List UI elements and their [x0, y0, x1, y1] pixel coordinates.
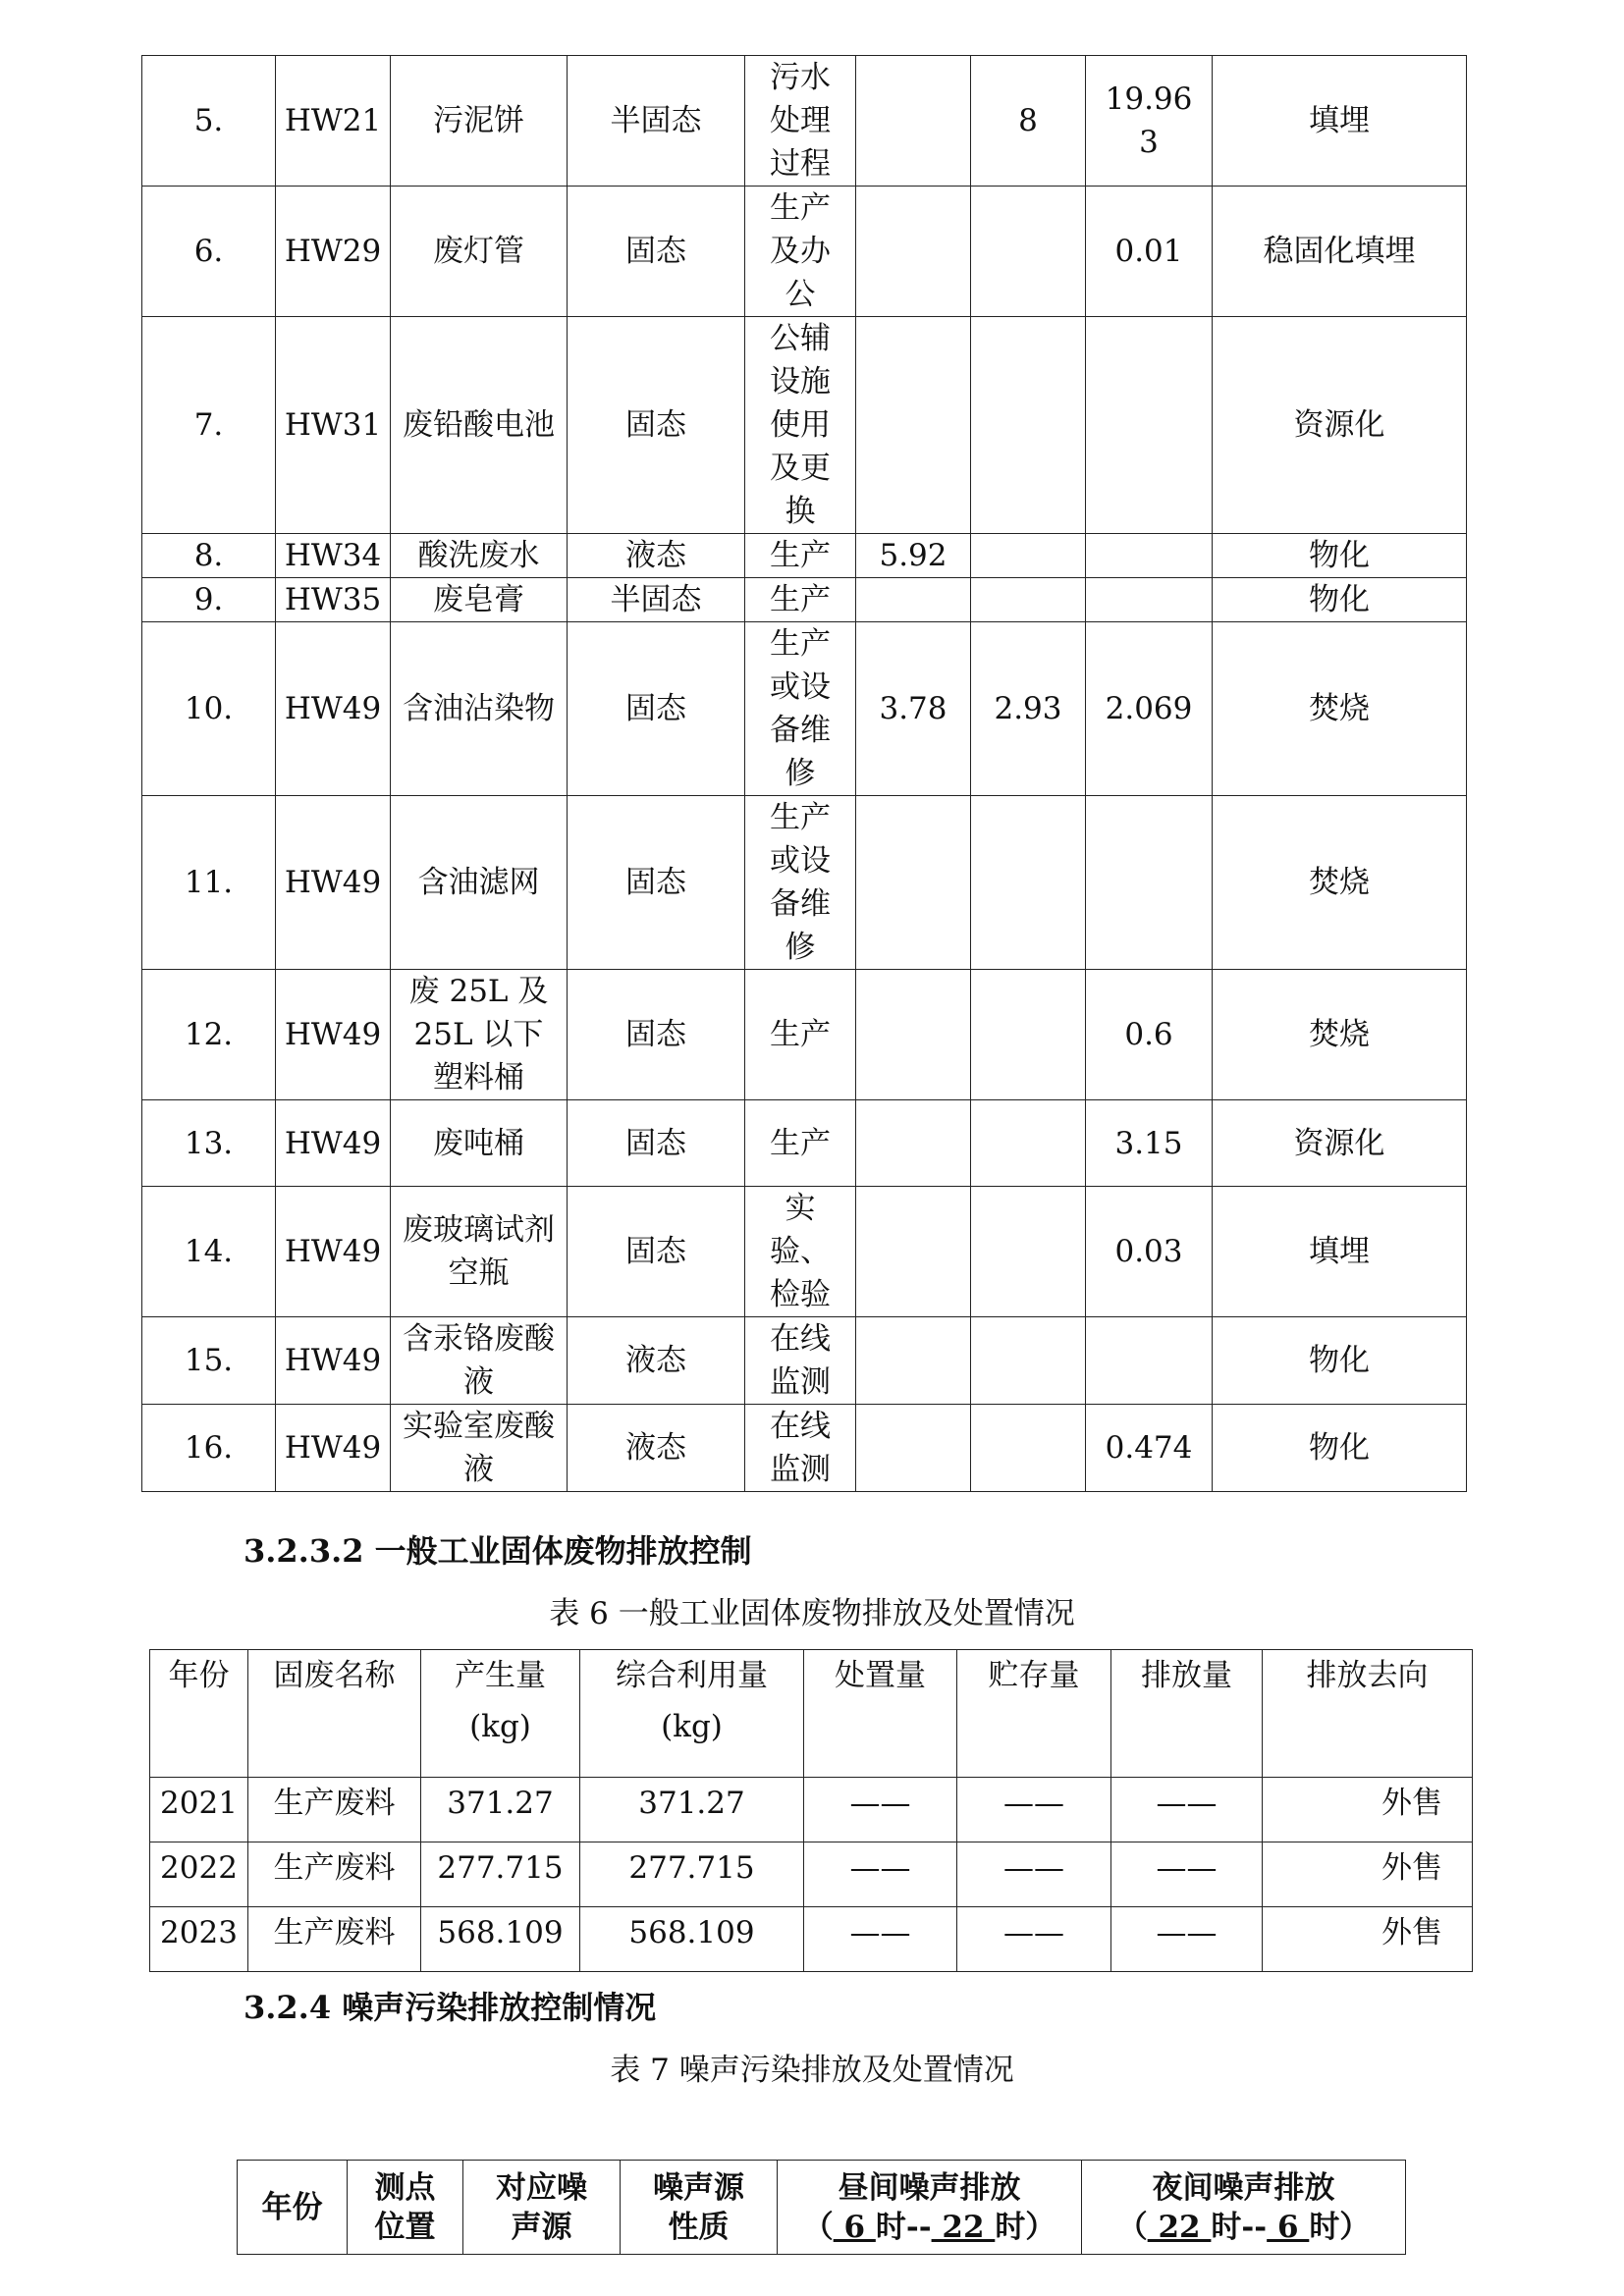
quantity-2: 2.93	[971, 622, 1086, 796]
waste-form: 固态	[568, 1100, 745, 1187]
day-start-hour: 6	[833, 2209, 876, 2245]
waste-name: 废 25L 及 25L 以下塑料桶	[391, 970, 568, 1100]
quantity-3	[1086, 1317, 1213, 1405]
quantity-3: 2.069	[1086, 622, 1213, 796]
noise-header-nature: 噪声源性质	[621, 2161, 778, 2255]
waste-code: HW49	[276, 796, 391, 970]
disposal-method: 资源化	[1213, 1100, 1467, 1187]
night-end-hour: 6	[1267, 2209, 1310, 2245]
night-start-hour: 22	[1147, 2209, 1212, 2245]
night-close: 时）	[1309, 2209, 1371, 2245]
waste-source: 生产	[745, 1100, 856, 1187]
waste-code: HW35	[276, 578, 391, 622]
day-mid: 时--	[875, 2209, 932, 2245]
table-row	[142, 317, 1467, 534]
waste-form: 固态	[568, 187, 745, 317]
table6-cell: 外售	[1263, 1907, 1473, 1972]
table6-cell: 2022	[150, 1842, 248, 1907]
noise-header-day	[778, 2161, 1082, 2255]
waste-source: 生产	[745, 534, 856, 578]
waste-name: 废吨桶	[391, 1100, 568, 1187]
waste-name: 含油滤网	[391, 796, 568, 970]
noise-header-year: 年份	[238, 2161, 348, 2255]
row-number: 12.	[142, 970, 276, 1100]
quantity-2	[971, 317, 1086, 534]
quantity-2	[971, 796, 1086, 970]
waste-form: 液态	[568, 534, 745, 578]
general-waste-table	[149, 1649, 1473, 1972]
waste-source: 生产	[745, 578, 856, 622]
table6-cell: ——	[804, 1778, 957, 1842]
quantity-1	[856, 1100, 971, 1187]
waste-name: 含汞铬废酸液	[391, 1317, 568, 1405]
waste-source: 在线监测	[745, 1317, 856, 1405]
quantity-2	[971, 970, 1086, 1100]
quantity-2	[971, 1405, 1086, 1492]
row-number: 15.	[142, 1317, 276, 1405]
waste-form: 液态	[568, 1317, 745, 1405]
table6-header-cell: 综合利用量 (kg)	[580, 1650, 804, 1778]
waste-source: 实验、检验	[745, 1187, 856, 1317]
quantity-1	[856, 187, 971, 317]
disposal-method: 焚烧	[1213, 796, 1467, 970]
quantity-1	[856, 970, 971, 1100]
waste-code: HW34	[276, 534, 391, 578]
section-heading-general-waste: 3.2.3.2 一般工业固体废物排放控制	[244, 1532, 752, 1570]
quantity-3: 0.6	[1086, 970, 1213, 1100]
waste-source: 生产	[745, 970, 856, 1100]
disposal-method: 填埋	[1213, 1187, 1467, 1317]
noise-header-night	[1082, 2161, 1406, 2255]
table6-cell: 外售	[1263, 1778, 1473, 1842]
quantity-2	[971, 1187, 1086, 1317]
quantity-1	[856, 1405, 971, 1492]
table6-cell: 生产废料	[248, 1907, 421, 1972]
waste-form: 固态	[568, 1187, 745, 1317]
quantity-1	[856, 1317, 971, 1405]
quantity-2: 8	[971, 56, 1086, 187]
hazardous-waste-table	[141, 55, 1467, 1492]
waste-name: 实验室废酸液	[391, 1405, 568, 1492]
noise-header-point: 测点位置	[348, 2161, 463, 2255]
waste-source: 污水处理过程	[745, 56, 856, 187]
waste-source: 生产或设备维修	[745, 796, 856, 970]
table6-header-cell: 贮存量	[957, 1650, 1111, 1778]
quantity-3: 19.963	[1086, 56, 1213, 187]
noise-night-range	[1082, 2208, 1405, 2247]
table-row	[142, 970, 1467, 1100]
table-row	[142, 534, 1467, 578]
row-number: 14.	[142, 1187, 276, 1317]
row-number: 6.	[142, 187, 276, 317]
quantity-2	[971, 1317, 1086, 1405]
row-number: 11.	[142, 796, 276, 970]
disposal-method: 稳固化填埋	[1213, 187, 1467, 317]
waste-name: 废铅酸电池	[391, 317, 568, 534]
waste-form: 固态	[568, 796, 745, 970]
waste-form: 固态	[568, 622, 745, 796]
table7-caption: 表 7 噪声污染排放及处置情况	[610, 2053, 1014, 2088]
noise-table	[237, 2160, 1406, 2255]
disposal-method: 物化	[1213, 578, 1467, 622]
waste-name: 废皂膏	[391, 578, 568, 622]
disposal-method: 焚烧	[1213, 622, 1467, 796]
waste-source: 生产或设备维修	[745, 622, 856, 796]
table6-cell: ——	[957, 1842, 1111, 1907]
waste-form: 液态	[568, 1405, 745, 1492]
disposal-method: 物化	[1213, 534, 1467, 578]
table6-cell: 外售	[1263, 1842, 1473, 1907]
table6-cell: 371.27	[421, 1778, 580, 1842]
waste-source: 公辅设施使用及更换	[745, 317, 856, 534]
disposal-method: 物化	[1213, 1405, 1467, 1492]
waste-code: HW49	[276, 622, 391, 796]
table6-caption: 表 6 一般工业固体废物排放及处置情况	[549, 1596, 1075, 1631]
quantity-2	[971, 187, 1086, 317]
table6-header-cell: 固废名称	[248, 1650, 421, 1778]
row-number: 10.	[142, 622, 276, 796]
waste-code: HW29	[276, 187, 391, 317]
table6-cell: ——	[1111, 1778, 1263, 1842]
quantity-3: 0.03	[1086, 1187, 1213, 1317]
table-row	[142, 187, 1467, 317]
quantity-1	[856, 317, 971, 534]
table6-cell: 371.27	[580, 1778, 804, 1842]
table6-header-cell: 处置量	[804, 1650, 957, 1778]
quantity-3: 0.01	[1086, 187, 1213, 317]
table6-cell: 277.715	[421, 1842, 580, 1907]
table6-cell: ——	[957, 1778, 1111, 1842]
table-row	[150, 1778, 1473, 1842]
waste-name: 酸洗废水	[391, 534, 568, 578]
quantity-3	[1086, 578, 1213, 622]
waste-code: HW49	[276, 1317, 391, 1405]
quantity-1	[856, 56, 971, 187]
table-row	[142, 578, 1467, 622]
table6-header-cell: 产生量 (kg)	[421, 1650, 580, 1778]
waste-code: HW49	[276, 970, 391, 1100]
noise-day-range	[778, 2208, 1081, 2247]
quantity-1: 5.92	[856, 534, 971, 578]
night-mid: 时--	[1211, 2209, 1268, 2245]
noise-night-title: 夜间噪声排放	[1152, 2169, 1335, 2206]
disposal-method: 填埋	[1213, 56, 1467, 187]
table6-cell: 568.109	[580, 1907, 804, 1972]
row-number: 13.	[142, 1100, 276, 1187]
day-end-hour: 22	[931, 2209, 996, 2245]
quantity-2	[971, 1100, 1086, 1187]
table6-header-cell: 年份	[150, 1650, 248, 1778]
row-number: 9.	[142, 578, 276, 622]
table6-cell: ——	[1111, 1907, 1263, 1972]
waste-source: 生产及办公	[745, 187, 856, 317]
disposal-method: 物化	[1213, 1317, 1467, 1405]
row-number: 5.	[142, 56, 276, 187]
quantity-2	[971, 578, 1086, 622]
quantity-3: 3.15	[1086, 1100, 1213, 1187]
table-row	[142, 1317, 1467, 1405]
waste-name: 废玻璃试剂空瓶	[391, 1187, 568, 1317]
section-heading-noise: 3.2.4 噪声污染排放控制情况	[244, 1989, 657, 2026]
waste-form: 固态	[568, 970, 745, 1100]
table-row	[150, 1842, 1473, 1907]
table6-cell: 2023	[150, 1907, 248, 1972]
waste-code: HW49	[276, 1100, 391, 1187]
table-row	[142, 1405, 1467, 1492]
disposal-method: 资源化	[1213, 317, 1467, 534]
table6-cell: ——	[957, 1907, 1111, 1972]
table6-cell: ——	[1111, 1842, 1263, 1907]
waste-name: 含油沾染物	[391, 622, 568, 796]
quantity-1	[856, 1187, 971, 1317]
table6-cell: 生产废料	[248, 1842, 421, 1907]
table6-cell: 277.715	[580, 1842, 804, 1907]
row-number: 8.	[142, 534, 276, 578]
disposal-method: 焚烧	[1213, 970, 1467, 1100]
waste-name: 污泥饼	[391, 56, 568, 187]
day-open: （	[802, 2209, 834, 2245]
table6-header-cell: 排放量	[1111, 1650, 1263, 1778]
table6-cell: 2021	[150, 1778, 248, 1842]
row-number: 16.	[142, 1405, 276, 1492]
table6-cell: 568.109	[421, 1907, 580, 1972]
table6-cell: ——	[804, 1907, 957, 1972]
waste-form: 半固态	[568, 56, 745, 187]
quantity-3	[1086, 317, 1213, 534]
noise-day-title: 昼间噪声排放	[838, 2169, 1021, 2206]
waste-code: HW49	[276, 1405, 391, 1492]
table6-header-cell: 排放去向	[1263, 1650, 1473, 1778]
table-row	[142, 1187, 1467, 1317]
table-row	[142, 56, 1467, 187]
table-row	[142, 622, 1467, 796]
quantity-1: 3.78	[856, 622, 971, 796]
waste-name: 废灯管	[391, 187, 568, 317]
table6-cell: 生产废料	[248, 1778, 421, 1842]
waste-source: 在线监测	[745, 1405, 856, 1492]
quantity-1	[856, 578, 971, 622]
waste-form: 半固态	[568, 578, 745, 622]
table6-header-row	[150, 1650, 1473, 1778]
night-open: （	[1116, 2209, 1148, 2245]
waste-code: HW49	[276, 1187, 391, 1317]
quantity-1	[856, 796, 971, 970]
quantity-3	[1086, 796, 1213, 970]
quantity-3: 0.474	[1086, 1405, 1213, 1492]
waste-form: 固态	[568, 317, 745, 534]
table6-cell: ——	[804, 1842, 957, 1907]
day-close: 时）	[995, 2209, 1056, 2245]
table-row	[150, 1907, 1473, 1972]
table-row	[142, 1100, 1467, 1187]
row-number: 7.	[142, 317, 276, 534]
quantity-2	[971, 534, 1086, 578]
quantity-3	[1086, 534, 1213, 578]
waste-code: HW21	[276, 56, 391, 187]
waste-code: HW31	[276, 317, 391, 534]
table-row	[142, 796, 1467, 970]
noise-header-source: 对应噪声源	[463, 2161, 621, 2255]
